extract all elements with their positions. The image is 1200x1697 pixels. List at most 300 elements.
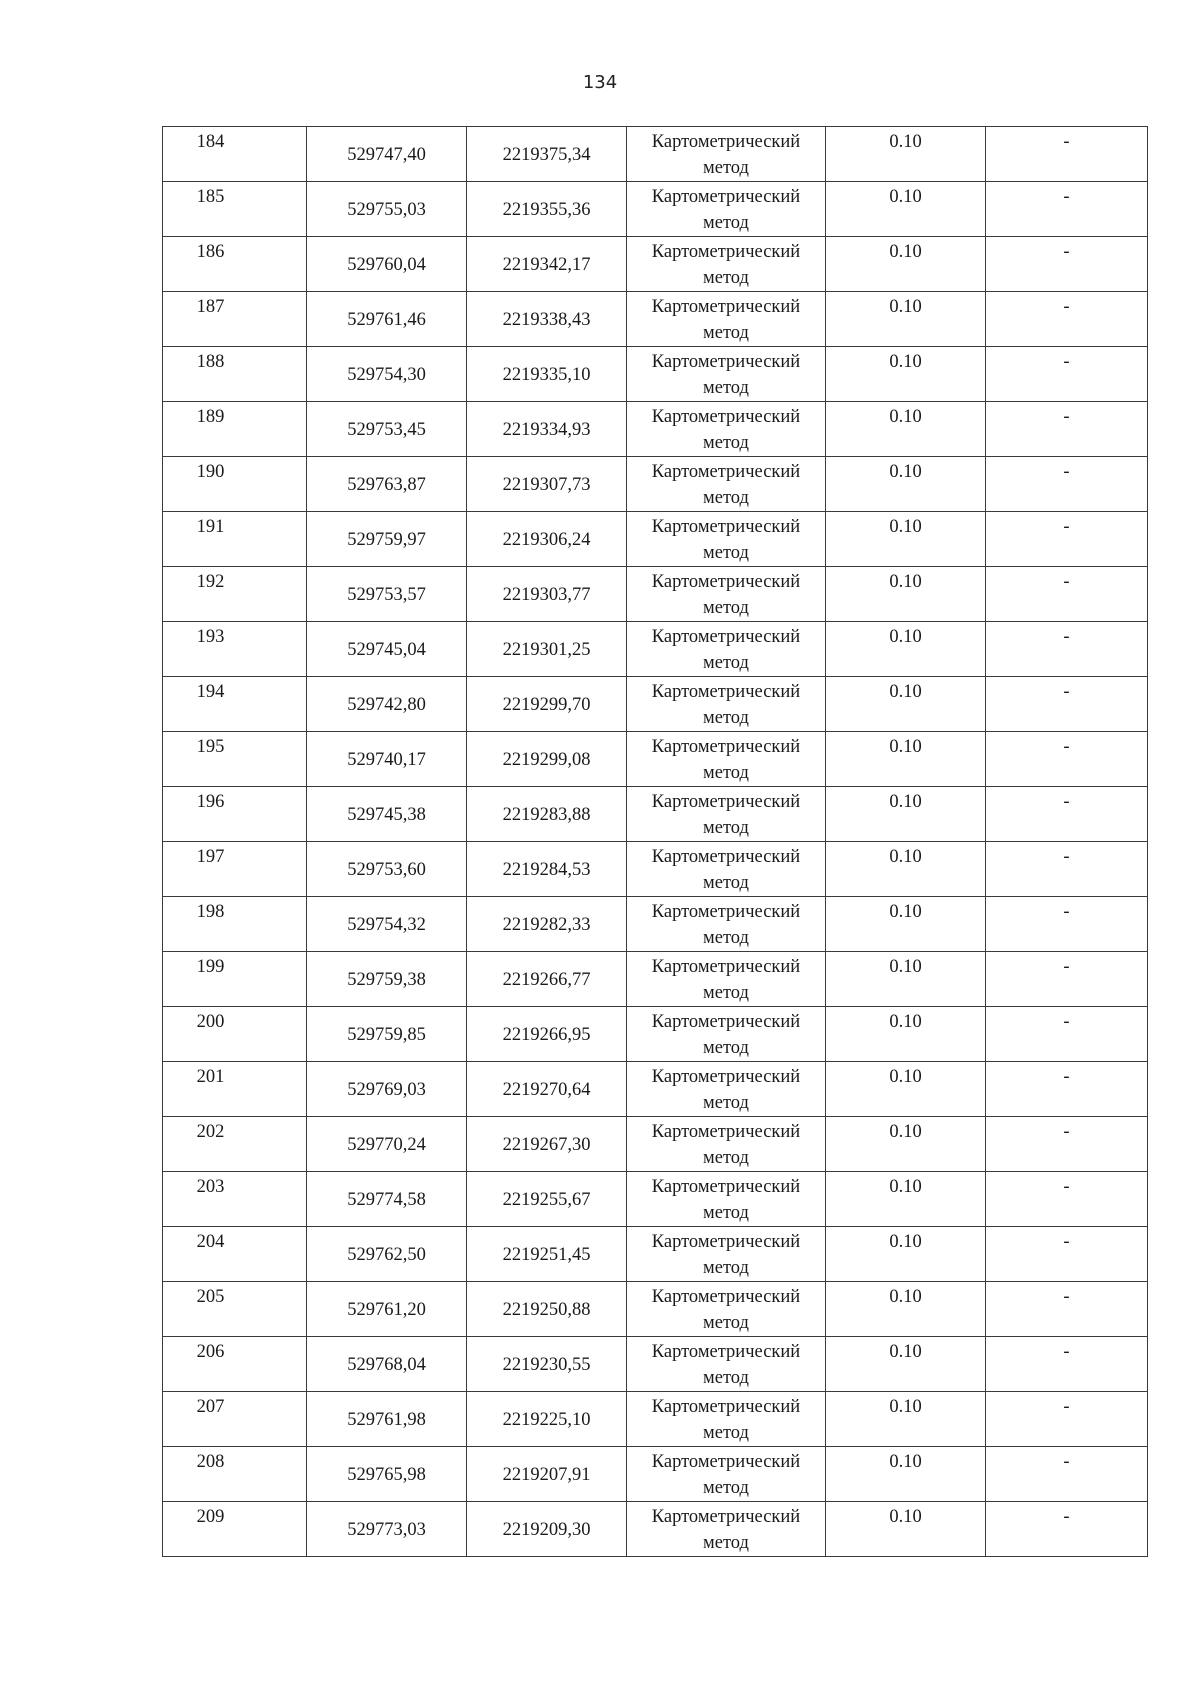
point-number-text: 200 xyxy=(196,1012,225,1032)
y-coordinate-cell xyxy=(467,567,627,622)
method-cell xyxy=(627,787,826,842)
point-number-text: 197 xyxy=(196,847,225,867)
method-text: Картометрический метод xyxy=(651,352,801,398)
method-text: Картометрический метод xyxy=(651,1452,801,1498)
y-coordinate-text: 2219255,67 xyxy=(502,1190,591,1210)
x-coordinate-cell xyxy=(307,732,467,787)
y-coordinate-text: 2219307,73 xyxy=(502,475,591,495)
point-number-text: 198 xyxy=(196,902,225,922)
x-coordinate-cell xyxy=(307,1172,467,1227)
accuracy-text: 0.10 xyxy=(889,242,922,262)
method-cell xyxy=(627,1282,826,1337)
method-cell xyxy=(627,1062,826,1117)
y-coordinate-text: 2219301,25 xyxy=(502,640,591,660)
note-text: - xyxy=(1063,242,1070,262)
table-row xyxy=(163,347,1148,402)
point-number-text: 192 xyxy=(196,572,225,592)
accuracy-cell xyxy=(826,567,986,622)
table-row xyxy=(163,1227,1148,1282)
accuracy-text: 0.10 xyxy=(889,1012,922,1032)
y-coordinate-cell xyxy=(467,1392,627,1447)
point-number-cell xyxy=(163,787,307,842)
method-cell xyxy=(627,1447,826,1502)
table-row xyxy=(163,402,1148,457)
x-coordinate-cell xyxy=(307,1282,467,1337)
point-number-cell xyxy=(163,732,307,787)
y-coordinate-text: 2219299,08 xyxy=(502,750,591,770)
accuracy-cell xyxy=(826,127,986,182)
note-cell xyxy=(986,677,1148,732)
x-coordinate-cell xyxy=(307,677,467,732)
accuracy-text: 0.10 xyxy=(889,1232,922,1252)
y-coordinate-text: 2219335,10 xyxy=(502,365,591,385)
x-coordinate-text: 529754,32 xyxy=(347,915,426,935)
point-number-cell xyxy=(163,1117,307,1172)
note-text: - xyxy=(1063,572,1070,592)
x-coordinate-text: 529760,04 xyxy=(347,255,426,275)
x-coordinate-cell xyxy=(307,347,467,402)
x-coordinate-cell xyxy=(307,1227,467,1282)
accuracy-cell xyxy=(826,292,986,347)
point-number-cell xyxy=(163,842,307,897)
accuracy-cell xyxy=(826,1337,986,1392)
point-number-text: 203 xyxy=(196,1177,225,1197)
x-coordinate-cell xyxy=(307,402,467,457)
table-row xyxy=(163,1117,1148,1172)
y-coordinate-text: 2219299,70 xyxy=(502,695,591,715)
accuracy-cell xyxy=(826,1117,986,1172)
table-row xyxy=(163,1007,1148,1062)
point-number-text: 202 xyxy=(196,1122,225,1142)
accuracy-cell xyxy=(826,347,986,402)
y-coordinate-text: 2219375,34 xyxy=(502,145,591,165)
y-coordinate-text: 2219338,43 xyxy=(502,310,591,330)
method-text: Картометрический метод xyxy=(651,737,801,783)
note-text: - xyxy=(1063,1452,1070,1472)
accuracy-text: 0.10 xyxy=(889,517,922,537)
x-coordinate-text: 529761,20 xyxy=(347,1300,426,1320)
accuracy-cell xyxy=(826,1282,986,1337)
note-cell xyxy=(986,787,1148,842)
y-coordinate-cell xyxy=(467,402,627,457)
method-text: Картометрический метод xyxy=(651,297,801,343)
point-number-text: 184 xyxy=(196,132,225,152)
x-coordinate-text: 529759,85 xyxy=(347,1025,426,1045)
point-number-text: 196 xyxy=(196,792,225,812)
accuracy-text: 0.10 xyxy=(889,572,922,592)
method-cell xyxy=(627,237,826,292)
note-cell xyxy=(986,1282,1148,1337)
x-coordinate-text: 529740,17 xyxy=(347,750,426,770)
x-coordinate-text: 529761,46 xyxy=(347,310,426,330)
x-coordinate-cell xyxy=(307,1117,467,1172)
note-text: - xyxy=(1063,1507,1070,1527)
x-coordinate-text: 529745,04 xyxy=(347,640,426,660)
coordinates-table-body xyxy=(163,127,1148,1557)
accuracy-text: 0.10 xyxy=(889,1067,922,1087)
note-text: - xyxy=(1063,352,1070,372)
note-text: - xyxy=(1063,407,1070,427)
x-coordinate-cell xyxy=(307,1392,467,1447)
method-cell xyxy=(627,567,826,622)
method-cell xyxy=(627,512,826,567)
y-coordinate-cell xyxy=(467,1337,627,1392)
x-coordinate-text: 529742,80 xyxy=(347,695,426,715)
note-cell xyxy=(986,347,1148,402)
y-coordinate-text: 2219251,45 xyxy=(502,1245,591,1265)
point-number-text: 199 xyxy=(196,957,225,977)
point-number-text: 191 xyxy=(196,517,225,537)
point-number-cell xyxy=(163,1227,307,1282)
x-coordinate-cell xyxy=(307,842,467,897)
accuracy-cell xyxy=(826,1502,986,1557)
y-coordinate-cell xyxy=(467,1117,627,1172)
point-number-text: 195 xyxy=(196,737,225,757)
x-coordinate-text: 529765,98 xyxy=(347,1465,426,1485)
note-cell xyxy=(986,127,1148,182)
table-row xyxy=(163,1447,1148,1502)
accuracy-cell xyxy=(826,1172,986,1227)
method-cell xyxy=(627,457,826,512)
accuracy-cell xyxy=(826,732,986,787)
accuracy-text: 0.10 xyxy=(889,187,922,207)
method-cell xyxy=(627,292,826,347)
note-text: - xyxy=(1063,1232,1070,1252)
accuracy-cell xyxy=(826,237,986,292)
x-coordinate-cell xyxy=(307,1337,467,1392)
method-text: Картометрический метод xyxy=(651,1342,801,1388)
point-number-text: 194 xyxy=(196,682,225,702)
method-cell xyxy=(627,347,826,402)
note-text: - xyxy=(1063,517,1070,537)
y-coordinate-cell xyxy=(467,182,627,237)
note-text: - xyxy=(1063,1287,1070,1307)
accuracy-cell xyxy=(826,842,986,897)
note-cell xyxy=(986,1502,1148,1557)
method-text: Картометрический метод xyxy=(651,957,801,1003)
accuracy-cell xyxy=(826,787,986,842)
y-coordinate-text: 2219306,24 xyxy=(502,530,591,550)
y-coordinate-cell xyxy=(467,842,627,897)
point-number-text: 207 xyxy=(196,1397,225,1417)
x-coordinate-text: 529773,03 xyxy=(347,1520,426,1540)
y-coordinate-text: 2219283,88 xyxy=(502,805,591,825)
y-coordinate-cell xyxy=(467,457,627,512)
note-text: - xyxy=(1063,737,1070,757)
page-number: 134 xyxy=(582,72,618,93)
accuracy-cell xyxy=(826,1227,986,1282)
note-cell xyxy=(986,457,1148,512)
x-coordinate-text: 529761,98 xyxy=(347,1410,426,1430)
note-text: - xyxy=(1063,957,1070,977)
note-cell xyxy=(986,292,1148,347)
note-text: - xyxy=(1063,462,1070,482)
y-coordinate-cell xyxy=(467,1227,627,1282)
table-row xyxy=(163,952,1148,1007)
x-coordinate-cell xyxy=(307,292,467,347)
note-cell xyxy=(986,567,1148,622)
accuracy-text: 0.10 xyxy=(889,132,922,152)
note-cell xyxy=(986,1227,1148,1282)
point-number-text: 209 xyxy=(196,1507,225,1527)
note-cell xyxy=(986,1117,1148,1172)
point-number-cell xyxy=(163,622,307,677)
method-text: Картометрический метод xyxy=(651,1012,801,1058)
note-cell xyxy=(986,402,1148,457)
method-text: Картометрический метод xyxy=(651,1507,801,1553)
y-coordinate-text: 2219303,77 xyxy=(502,585,591,605)
note-text: - xyxy=(1063,847,1070,867)
note-text: - xyxy=(1063,1177,1070,1197)
point-number-cell xyxy=(163,182,307,237)
note-text: - xyxy=(1063,187,1070,207)
method-text: Картометрический метод xyxy=(651,792,801,838)
note-cell xyxy=(986,1447,1148,1502)
x-coordinate-text: 529747,40 xyxy=(347,145,426,165)
point-number-cell xyxy=(163,677,307,732)
point-number-cell xyxy=(163,237,307,292)
note-text: - xyxy=(1063,1342,1070,1362)
method-cell xyxy=(627,732,826,787)
y-coordinate-cell xyxy=(467,237,627,292)
x-coordinate-cell xyxy=(307,567,467,622)
point-number-text: 204 xyxy=(196,1232,225,1252)
method-text: Картометрический метод xyxy=(651,462,801,508)
x-coordinate-text: 529755,03 xyxy=(347,200,426,220)
method-cell xyxy=(627,1172,826,1227)
y-coordinate-text: 2219355,36 xyxy=(502,200,591,220)
accuracy-text: 0.10 xyxy=(889,1397,922,1417)
method-cell xyxy=(627,842,826,897)
table-row xyxy=(163,1392,1148,1447)
point-number-cell xyxy=(163,347,307,402)
accuracy-cell xyxy=(826,677,986,732)
y-coordinate-text: 2219270,64 xyxy=(502,1080,591,1100)
y-coordinate-text: 2219342,17 xyxy=(502,255,591,275)
accuracy-text: 0.10 xyxy=(889,682,922,702)
point-number-cell xyxy=(163,1007,307,1062)
accuracy-cell xyxy=(826,622,986,677)
x-coordinate-text: 529753,57 xyxy=(347,585,426,605)
x-coordinate-cell xyxy=(307,127,467,182)
note-text: - xyxy=(1063,297,1070,317)
method-text: Картометрический метод xyxy=(651,517,801,563)
method-text: Картометрический метод xyxy=(651,1067,801,1113)
point-number-text: 206 xyxy=(196,1342,225,1362)
note-text: - xyxy=(1063,792,1070,812)
note-text: - xyxy=(1063,1122,1070,1142)
note-cell xyxy=(986,1392,1148,1447)
x-coordinate-text: 529768,04 xyxy=(347,1355,426,1375)
note-cell xyxy=(986,182,1148,237)
accuracy-text: 0.10 xyxy=(889,1177,922,1197)
table-row xyxy=(163,567,1148,622)
note-cell xyxy=(986,732,1148,787)
method-text: Картометрический метод xyxy=(651,902,801,948)
accuracy-text: 0.10 xyxy=(889,957,922,977)
y-coordinate-cell xyxy=(467,292,627,347)
point-number-text: 185 xyxy=(196,187,225,207)
x-coordinate-cell xyxy=(307,1502,467,1557)
x-coordinate-cell xyxy=(307,1447,467,1502)
accuracy-text: 0.10 xyxy=(889,627,922,647)
table-row xyxy=(163,457,1148,512)
y-coordinate-text: 2219284,53 xyxy=(502,860,591,880)
accuracy-text: 0.10 xyxy=(889,737,922,757)
note-text: - xyxy=(1063,1397,1070,1417)
method-cell xyxy=(627,622,826,677)
accuracy-text: 0.10 xyxy=(889,902,922,922)
accuracy-text: 0.10 xyxy=(889,1342,922,1362)
method-text: Картометрический метод xyxy=(651,242,801,288)
method-text: Картометрический метод xyxy=(651,572,801,618)
x-coordinate-cell xyxy=(307,182,467,237)
note-cell xyxy=(986,1172,1148,1227)
y-coordinate-cell xyxy=(467,1172,627,1227)
method-text: Картометрический метод xyxy=(651,407,801,453)
point-number-cell xyxy=(163,952,307,1007)
y-coordinate-text: 2219266,77 xyxy=(502,970,591,990)
note-text: - xyxy=(1063,682,1070,702)
x-coordinate-text: 529753,45 xyxy=(347,420,426,440)
y-coordinate-text: 2219250,88 xyxy=(502,1300,591,1320)
method-text: Картометрический метод xyxy=(651,1177,801,1223)
accuracy-text: 0.10 xyxy=(889,1122,922,1142)
point-number-cell xyxy=(163,1282,307,1337)
note-text: - xyxy=(1063,902,1070,922)
point-number-text: 201 xyxy=(196,1067,225,1087)
method-cell xyxy=(627,127,826,182)
method-cell xyxy=(627,1502,826,1557)
table-row xyxy=(163,622,1148,677)
x-coordinate-cell xyxy=(307,897,467,952)
point-number-text: 190 xyxy=(196,462,225,482)
y-coordinate-cell xyxy=(467,952,627,1007)
x-coordinate-cell xyxy=(307,952,467,1007)
accuracy-text: 0.10 xyxy=(889,792,922,812)
point-number-cell xyxy=(163,1062,307,1117)
method-text: Картометрический метод xyxy=(651,1232,801,1278)
x-coordinate-text: 529774,58 xyxy=(347,1190,426,1210)
x-coordinate-cell xyxy=(307,237,467,292)
point-number-cell xyxy=(163,1172,307,1227)
x-coordinate-cell xyxy=(307,512,467,567)
note-cell xyxy=(986,1007,1148,1062)
method-cell xyxy=(627,1227,826,1282)
table-row xyxy=(163,512,1148,567)
x-coordinate-text: 529753,60 xyxy=(347,860,426,880)
y-coordinate-cell xyxy=(467,622,627,677)
accuracy-cell xyxy=(826,1447,986,1502)
accuracy-text: 0.10 xyxy=(889,462,922,482)
point-number-text: 187 xyxy=(196,297,225,317)
y-coordinate-text: 2219267,30 xyxy=(502,1135,591,1155)
accuracy-cell xyxy=(826,1062,986,1117)
accuracy-text: 0.10 xyxy=(889,847,922,867)
accuracy-cell xyxy=(826,1007,986,1062)
table-row xyxy=(163,1062,1148,1117)
x-coordinate-cell xyxy=(307,457,467,512)
table-row xyxy=(163,1502,1148,1557)
table-row xyxy=(163,292,1148,347)
table-row xyxy=(163,1282,1148,1337)
point-number-cell xyxy=(163,897,307,952)
table-row xyxy=(163,237,1148,292)
point-number-text: 205 xyxy=(196,1287,225,1307)
method-text: Картометрический метод xyxy=(651,847,801,893)
note-text: - xyxy=(1063,1067,1070,1087)
y-coordinate-text: 2219230,55 xyxy=(502,1355,591,1375)
method-cell xyxy=(627,952,826,1007)
y-coordinate-text: 2219282,33 xyxy=(502,915,591,935)
x-coordinate-cell xyxy=(307,622,467,677)
accuracy-cell xyxy=(826,952,986,1007)
x-coordinate-text: 529759,97 xyxy=(347,530,426,550)
y-coordinate-cell xyxy=(467,347,627,402)
method-text: Картометрический метод xyxy=(651,132,801,178)
note-cell xyxy=(986,1337,1148,1392)
x-coordinate-cell xyxy=(307,1062,467,1117)
x-coordinate-text: 529769,03 xyxy=(347,1080,426,1100)
y-coordinate-cell xyxy=(467,1007,627,1062)
x-coordinate-text: 529745,38 xyxy=(347,805,426,825)
accuracy-text: 0.10 xyxy=(889,1507,922,1527)
table-row xyxy=(163,127,1148,182)
note-text: - xyxy=(1063,1012,1070,1032)
method-cell xyxy=(627,1117,826,1172)
table-row xyxy=(163,842,1148,897)
table-row xyxy=(163,1337,1148,1392)
accuracy-cell xyxy=(826,512,986,567)
method-text: Картометрический метод xyxy=(651,187,801,233)
y-coordinate-cell xyxy=(467,677,627,732)
point-number-cell xyxy=(163,1447,307,1502)
point-number-text: 193 xyxy=(196,627,225,647)
y-coordinate-cell xyxy=(467,1447,627,1502)
method-cell xyxy=(627,897,826,952)
accuracy-text: 0.10 xyxy=(889,407,922,427)
y-coordinate-cell xyxy=(467,127,627,182)
method-text: Картометрический метод xyxy=(651,682,801,728)
y-coordinate-cell xyxy=(467,1502,627,1557)
method-cell xyxy=(627,677,826,732)
method-cell xyxy=(627,1337,826,1392)
accuracy-text: 0.10 xyxy=(889,352,922,372)
x-coordinate-cell xyxy=(307,787,467,842)
x-coordinate-text: 529770,24 xyxy=(347,1135,426,1155)
accuracy-cell xyxy=(826,897,986,952)
y-coordinate-text: 2219334,93 xyxy=(502,420,591,440)
y-coordinate-text: 2219266,95 xyxy=(502,1025,591,1045)
point-number-cell xyxy=(163,1502,307,1557)
point-number-cell xyxy=(163,1337,307,1392)
accuracy-cell xyxy=(826,402,986,457)
point-number-cell xyxy=(163,292,307,347)
method-text: Картометрический метод xyxy=(651,627,801,673)
accuracy-cell xyxy=(826,1392,986,1447)
note-cell xyxy=(986,237,1148,292)
y-coordinate-cell xyxy=(467,1282,627,1337)
method-text: Картометрический метод xyxy=(651,1287,801,1333)
y-coordinate-cell xyxy=(467,1062,627,1117)
y-coordinate-text: 2219209,30 xyxy=(502,1520,591,1540)
x-coordinate-text: 529754,30 xyxy=(347,365,426,385)
y-coordinate-cell xyxy=(467,787,627,842)
point-number-text: 186 xyxy=(196,242,225,262)
y-coordinate-cell xyxy=(467,512,627,567)
accuracy-text: 0.10 xyxy=(889,297,922,317)
y-coordinate-cell xyxy=(467,732,627,787)
